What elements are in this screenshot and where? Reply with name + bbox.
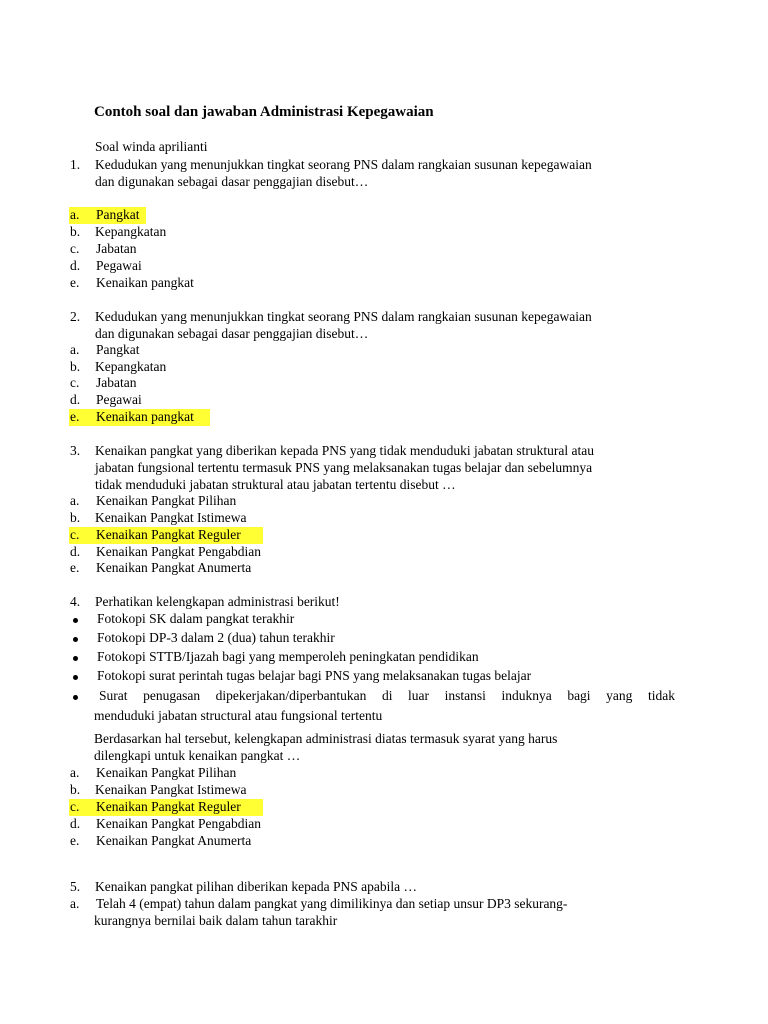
option-text: Kenaikan Pangkat Anumerta bbox=[96, 833, 252, 848]
question-number: 3. bbox=[70, 443, 81, 458]
option-text: Kenaikan Pangkat Pengabdian bbox=[96, 544, 261, 559]
option-letter: e. bbox=[70, 833, 80, 848]
bullet-icon bbox=[73, 656, 78, 661]
bullet-text: Fotokopi SK dalam pangkat terakhir bbox=[97, 611, 295, 626]
option-text: Kenaikan Pangkat Pilihan bbox=[96, 765, 237, 780]
option-text-correct: Kenaikan Pangkat Reguler bbox=[96, 527, 241, 542]
option-text: Pegawai bbox=[96, 258, 142, 273]
option-letter: c. bbox=[70, 799, 80, 814]
option-text-correct: Pangkat bbox=[96, 207, 140, 222]
bullet-text-continued: menduduki jabatan structural atau fungsional tertentu bbox=[94, 708, 383, 723]
question-text-line: tidak menduduki jabatan struktural atau jabatan tertentu disebut … bbox=[95, 477, 456, 492]
option-letter: b. bbox=[70, 359, 81, 374]
option-text: Telah 4 (empat) tahun dalam pangkat yang dimilikinya dan setiap unsur DP3 sekurang- bbox=[96, 896, 568, 911]
bullet-text: Fotokopi STTB/Ijazah bagi yang memperoleh peningkatan pendidikan bbox=[97, 649, 479, 664]
bullet-icon bbox=[73, 695, 78, 700]
option-text: Pegawai bbox=[96, 392, 142, 407]
option-text: Kepangkatan bbox=[95, 359, 167, 374]
question-text-line: dan digunakan sebagai dasar penggajian disebut… bbox=[95, 174, 369, 189]
option-letter: a. bbox=[70, 207, 80, 222]
question-text-line: jabatan fungsional tertentu termasuk PNS yang melaksanakan tugas belajar dan sebelumnya bbox=[95, 460, 593, 475]
question-number: 4. bbox=[70, 594, 81, 609]
option-text-correct: Kenaikan Pangkat Reguler bbox=[96, 799, 241, 814]
question-text-line: Perhatikan kelengkapan administrasi berikut! bbox=[95, 594, 340, 609]
option-letter: e. bbox=[70, 560, 80, 575]
option-letter: a. bbox=[70, 896, 80, 911]
option-text-correct: Kenaikan pangkat bbox=[96, 409, 194, 424]
option-letter: d. bbox=[70, 816, 81, 831]
question-number: 2. bbox=[70, 309, 81, 324]
paragraph-line: dilengkapi untuk kenaikan pangkat … bbox=[94, 748, 301, 763]
option-text: Kenaikan Pangkat Pilihan bbox=[96, 493, 237, 508]
author-line: Soal winda aprilianti bbox=[95, 139, 208, 154]
option-letter: b. bbox=[70, 510, 81, 525]
option-letter: b. bbox=[70, 224, 81, 239]
option-text: Jabatan bbox=[96, 241, 137, 256]
bullet-icon bbox=[73, 675, 78, 680]
option-letter: d. bbox=[70, 392, 81, 407]
option-text: Kenaikan Pangkat Istimewa bbox=[95, 510, 247, 525]
option-letter: c. bbox=[70, 527, 80, 542]
option-text: Kenaikan pangkat bbox=[96, 275, 194, 290]
option-text: Kenaikan Pangkat Anumerta bbox=[96, 560, 252, 575]
bullet-text: Fotokopi surat perintah tugas belajar bagi PNS yang melaksanakan tugas belajar bbox=[97, 668, 532, 683]
question-text-line: Kedudukan yang menunjukkan tingkat seorang PNS dalam rangkaian susunan kepegawaian bbox=[95, 157, 592, 172]
option-letter: a. bbox=[70, 493, 80, 508]
option-text: Kenaikan Pangkat Istimewa bbox=[95, 782, 247, 797]
option-text: Jabatan bbox=[96, 375, 137, 390]
option-letter: d. bbox=[70, 544, 81, 559]
option-letter: a. bbox=[70, 765, 80, 780]
document-title: Contoh soal dan jawaban Administrasi Kepegawaian bbox=[94, 104, 434, 120]
question-text-line: Kedudukan yang menunjukkan tingkat seorang PNS dalam rangkaian susunan kepegawaian bbox=[95, 309, 592, 324]
option-letter: e. bbox=[70, 409, 80, 424]
option-letter: c. bbox=[70, 241, 80, 256]
question-text-line: dan digunakan sebagai dasar penggajian disebut… bbox=[95, 326, 369, 341]
option-letter: e. bbox=[70, 275, 80, 290]
bullet-text: Fotokopi DP-3 dalam 2 (dua) tahun terakhir bbox=[97, 630, 335, 645]
question-text-line: Kenaikan pangkat yang diberikan kepada PNS yang tidak menduduki jabatan struktural atau bbox=[95, 443, 594, 458]
option-text: Kepangkatan bbox=[95, 224, 167, 239]
option-text: Kenaikan Pangkat Pengabdian bbox=[96, 816, 261, 831]
option-letter: d. bbox=[70, 258, 81, 273]
bullet-icon bbox=[73, 618, 78, 623]
option-text: Pangkat bbox=[96, 342, 140, 357]
option-letter: c. bbox=[70, 375, 80, 390]
bullet-icon bbox=[73, 637, 78, 642]
option-letter: b. bbox=[70, 782, 81, 797]
option-text-continued: kurangnya bernilai baik dalam tahun tarakhir bbox=[94, 913, 338, 928]
option-letter: a. bbox=[70, 342, 80, 357]
question-number: 5. bbox=[70, 879, 81, 894]
bullet-text: Surat penugasan dipekerjakan/diperbantukan di luar instansi induknya bagi yang tidak bbox=[99, 688, 675, 703]
question-text-line: Kenaikan pangkat pilihan diberikan kepada PNS apabila … bbox=[95, 879, 418, 894]
paragraph-line: Berdasarkan hal tersebut, kelengkapan administrasi diatas termasuk syarat yang harus bbox=[94, 731, 558, 746]
question-number: 1. bbox=[70, 157, 81, 172]
